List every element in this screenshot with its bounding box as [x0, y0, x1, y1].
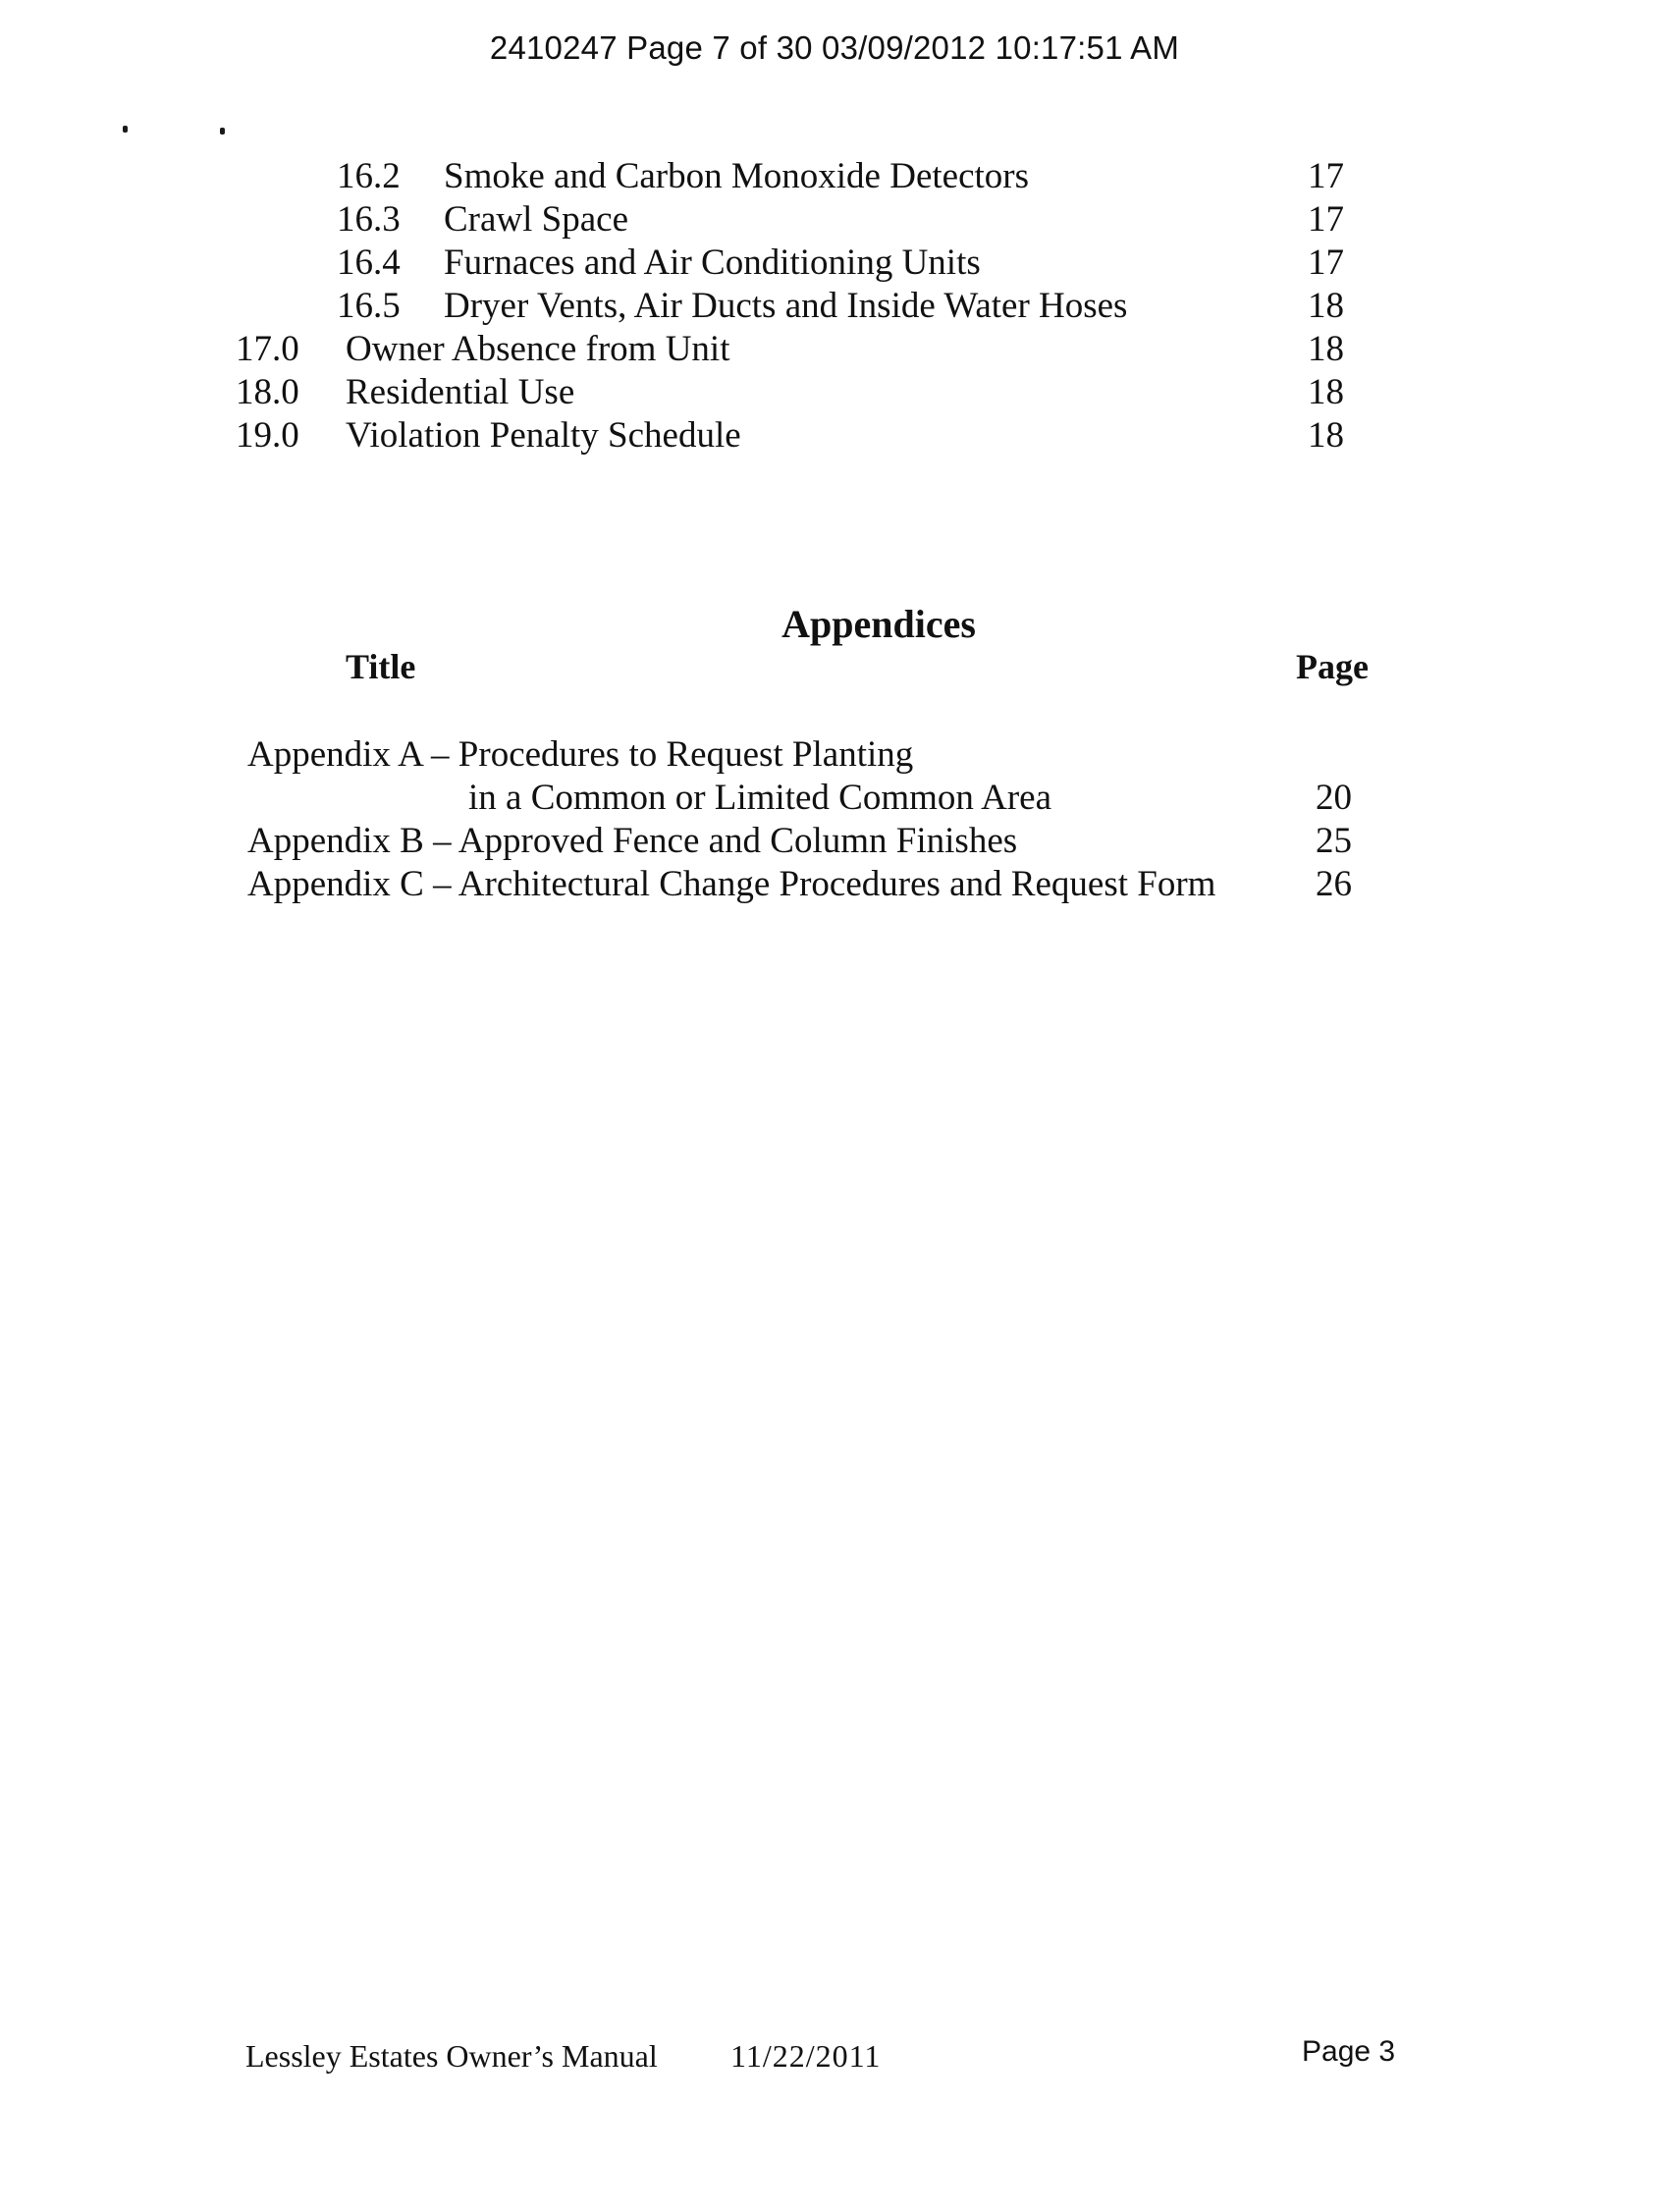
footer-date: 11/22/2011: [730, 2038, 882, 2074]
toc-entry-number: 19.0: [236, 415, 299, 456]
appendix-entry-page: 25: [1316, 821, 1352, 861]
appendix-entry-page: 20: [1316, 778, 1352, 818]
page-footer: [0, 2034, 1669, 2077]
toc-entry: [0, 328, 1669, 371]
appendices-heading: Appendices: [781, 602, 976, 646]
appendix-entry-title: Appendix B – Approved Fence and Column Finishes: [247, 821, 1018, 861]
toc-entry-page: 18: [1308, 372, 1344, 412]
toc-entry-number: 16.2: [337, 156, 401, 196]
toc-entry-page: 18: [1308, 286, 1344, 326]
toc-entry-title: Dryer Vents, Air Ducts and Inside Water Hoses: [444, 286, 1128, 326]
toc-entry-number: 16.3: [337, 199, 401, 240]
appendix-entry: [0, 863, 1669, 906]
footer-document-title: Lessley Estates Owner’s Manual: [245, 2038, 658, 2074]
toc-entry: [0, 414, 1669, 458]
appendices-title-column-header: Title: [346, 647, 416, 686]
toc-entry-title: Furnaces and Air Conditioning Units: [444, 243, 981, 283]
toc-entry-title: Crawl Space: [444, 199, 629, 240]
appendices-page-column-header: Page: [1296, 647, 1369, 686]
appendix-entry: [0, 820, 1669, 863]
toc-entry-title: Residential Use: [346, 372, 575, 412]
toc-entry-page: 18: [1308, 415, 1344, 456]
scan-speck: [123, 126, 128, 133]
toc-entry: [0, 371, 1669, 414]
appendices-list: [0, 733, 1669, 906]
table-of-contents: [0, 155, 1669, 458]
fax-header-stamp: 2410247 Page 7 of 30 03/09/2012 10:17:51 AM: [489, 29, 1180, 66]
toc-entry: [0, 242, 1669, 285]
scan-speck: [220, 128, 225, 135]
toc-entry-title: Violation Penalty Schedule: [346, 415, 741, 456]
toc-entry-number: 16.5: [337, 286, 401, 326]
toc-entry-page: 18: [1308, 329, 1344, 369]
toc-entry-page: 17: [1308, 243, 1344, 283]
appendix-entry: [0, 733, 1669, 777]
appendix-entry-title: Appendix A – Procedures to Request Planting: [247, 734, 914, 775]
appendix-entry-continuation: [0, 777, 1669, 820]
toc-entry-number: 18.0: [236, 372, 299, 412]
appendix-entry-title-continued: in a Common or Limited Common Area: [468, 778, 1051, 818]
appendix-entry-title: Appendix C – Architectural Change Procedures and Request Form: [247, 864, 1216, 904]
toc-entry-page: 17: [1308, 156, 1344, 196]
toc-entry: [0, 155, 1669, 198]
toc-entry-number: 17.0: [236, 329, 299, 369]
toc-entry-number: 16.4: [337, 243, 401, 283]
toc-entry-page: 17: [1308, 199, 1344, 240]
footer-page-number: Page 3: [1302, 2035, 1396, 2068]
appendix-entry-page: 26: [1316, 864, 1352, 904]
toc-entry-title: Owner Absence from Unit: [346, 329, 730, 369]
toc-entry: [0, 285, 1669, 328]
toc-entry: [0, 198, 1669, 242]
toc-entry-title: Smoke and Carbon Monoxide Detectors: [444, 156, 1029, 196]
